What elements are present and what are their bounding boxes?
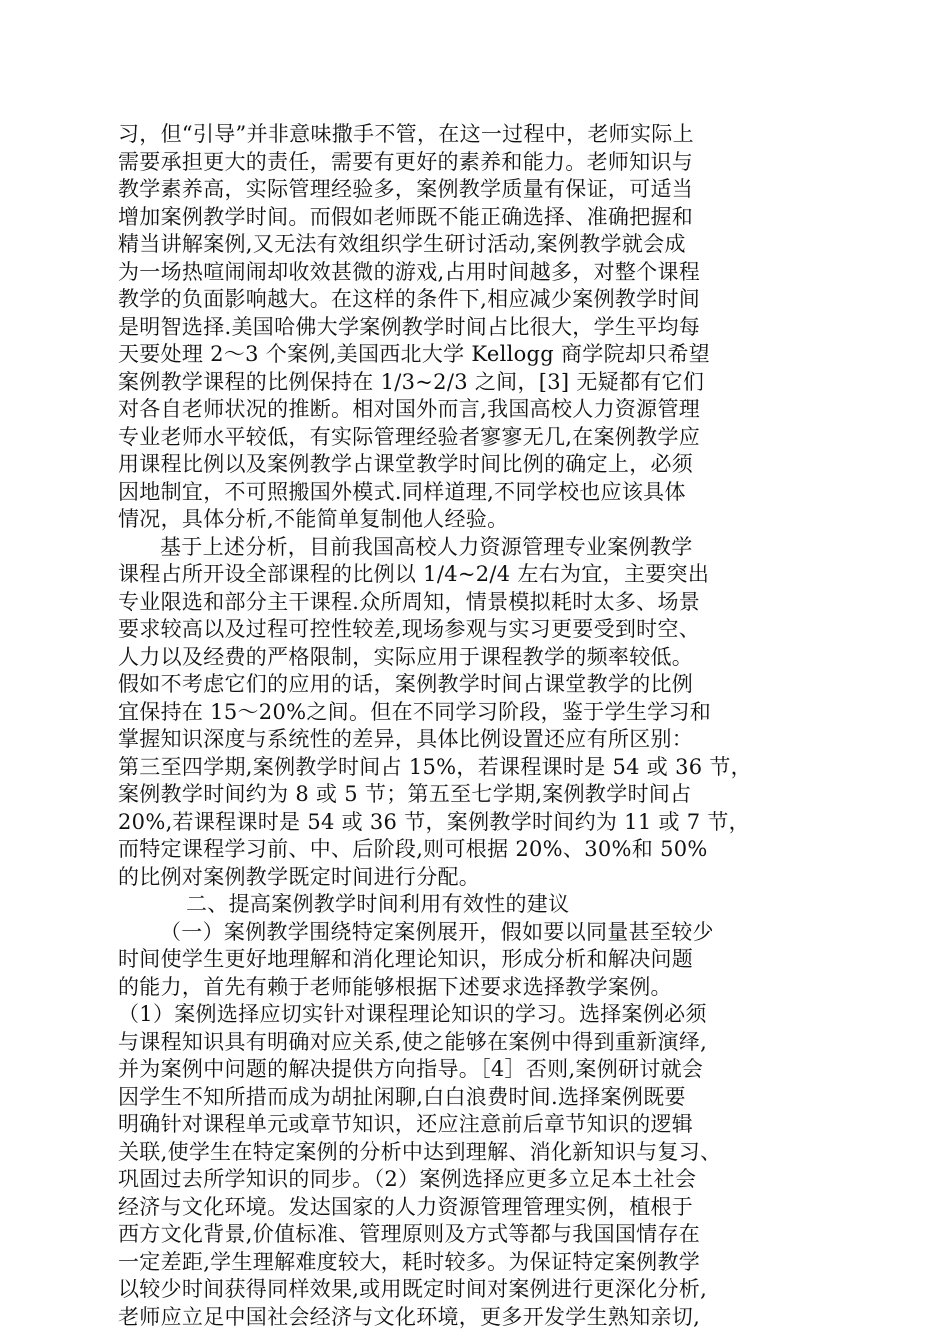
text-line: 案例教学时间约为 8 或 5 节；第五至七学期,案例教学时间占 [118,782,692,806]
text-line: 假如不考虑它们的应用的话，案例教学时间占课堂教学的比例 [118,672,694,696]
text-line: 的能力，首先有赖于老师能够根据下述要求选择教学案例。 [118,974,672,999]
text-line: 基于上述分析，目前我国高校人力资源管理专业案例教学 [160,534,693,559]
text-line: 一定差距,学生理解难度较大，耗时较多。为保证特定案例教学 [118,1249,701,1274]
text-line: 为一场热喧闹闹却收效甚微的游戏,占用时间越多，对整个课程 [118,259,701,284]
text-line: 增加案例教学时间。而假如老师既不能正确选择、准确把握和 [118,204,694,229]
text-line: 关联,使学生在特定案例的分析中达到理解、消化新知识与复习、 [118,1139,722,1164]
text-line: 与课程知识具有明确对应关系,使之能够在案例中得到重新演绎, [118,1029,708,1054]
text-line: 巩固过去所学知识的同步。（2）案例选择应更多立足本土社会 [118,1167,697,1191]
text-line: 明确针对课程单元或章节知识，还应注意前后章节知识的逻辑 [118,1112,694,1136]
text-line: （1）案例选择应切实针对课程理论知识的学习。选择案例必须 [118,1002,707,1026]
text-line: 专业老师水平较低，有实际管理经验者寥寥无几,在案例教学应 [118,424,701,449]
text-line: 是明智选择.美国哈佛大学案例教学时间占比很大，学生平均每 [118,314,701,339]
body-text [118,121,838,1331]
text-line: 的比例对案例教学既定时间进行分配。 [118,864,481,889]
text-line: 情况，具体分析,不能简单复制他人经验。 [118,507,509,531]
text-line: 经济与文化环境。发达国家的人力资源管理管理实例，植根于 [118,1194,694,1219]
text-line: 因地制宜，不可照搬国外模式.同样道理,不同学校也应该具体 [118,479,686,504]
text-line: 专业限选和部分主干课程.众所周知，情景模拟耗时太多、场景 [118,589,701,614]
text-line: 精当讲解案例,又无法有效组织学生研讨活动,案例教学就会成 [118,232,686,256]
text-line: 习，但“引导”并非意味撒手不管，在这一过程中，老师实际上 [118,122,694,146]
text-line: 用课程比例以及案例教学占课堂教学时间比例的确定上，必须 [118,452,694,476]
text-line: 人力以及经费的严格限制，实际应用于课程教学的频率较低。 [118,644,694,669]
text-line: 需要承担更大的责任，需要有更好的素养和能力。老师知识与 [118,149,694,174]
text-line: 掌握知识深度与系统性的差异，具体比例设置还应有所区别： [118,727,694,751]
text-line: （一）案例教学围绕特定案例展开，假如要以同量甚至较少 [160,919,714,944]
text-line: 西方文化背景,价值标准、管理原则及方式等都与我国国情存在 [118,1222,701,1246]
text-line: 第三至四学期,案例教学时间占 15%，若课程课时是 54 或 36 节， [118,754,752,779]
text-line: 对各自老师状况的推断。相对国外而言,我国高校人力资源管理 [118,397,701,421]
text-line: 以较少时间获得同样效果,或用既定时间对案例进行更深化分析, [118,1277,708,1301]
text-line: 因学生不知所措而成为胡扯闲聊,白白浪费时间.选择案例既要 [118,1084,686,1109]
text-line: 教学的负面影响越大。在这样的条件下,相应减少案例教学时间 [118,287,701,311]
text-line: 课程占所开设全部课程的比例以 1/4~2/4 左右为宜，主要突出 [118,562,710,586]
text-line: 并为案例中问题的解决提供方向指导。［4］否则,案例研讨就会 [118,1057,704,1081]
text-line: 教学素养高，实际管理经验多，案例教学质量有保证，可适当 [118,177,694,201]
text-line: 二、提高案例教学时间利用有效性的建议 [186,892,570,916]
text-line: 案例教学课程的比例保持在 1/3~2/3 之间，[3] 无疑都有它们 [118,369,705,394]
text-line: 要求较高以及过程可控性较差,现场参观与实习更要受到时空、 [118,617,701,641]
text-line: 宜保持在 15～20%之间。但在不同学习阶段，鉴于学生学习和 [118,699,712,724]
text-line: 时间使学生更好地理解和消化理论知识，形成分析和解决问题 [118,947,694,971]
text-line: 20%,若课程课时是 54 或 36 节，案例教学时间约为 11 或 7 节， [118,809,750,834]
text-line: 老师应立足中国社会经济与文化环境，更多开发学生熟知亲切, [118,1304,701,1329]
text-line: 而特定课程学习前、中、后阶段,则可根据 20%、30%和 50% [118,837,708,861]
text-line: 天要处理 2～3 个案例,美国西北大学 Kellogg 商学院却只希望 [118,342,711,366]
